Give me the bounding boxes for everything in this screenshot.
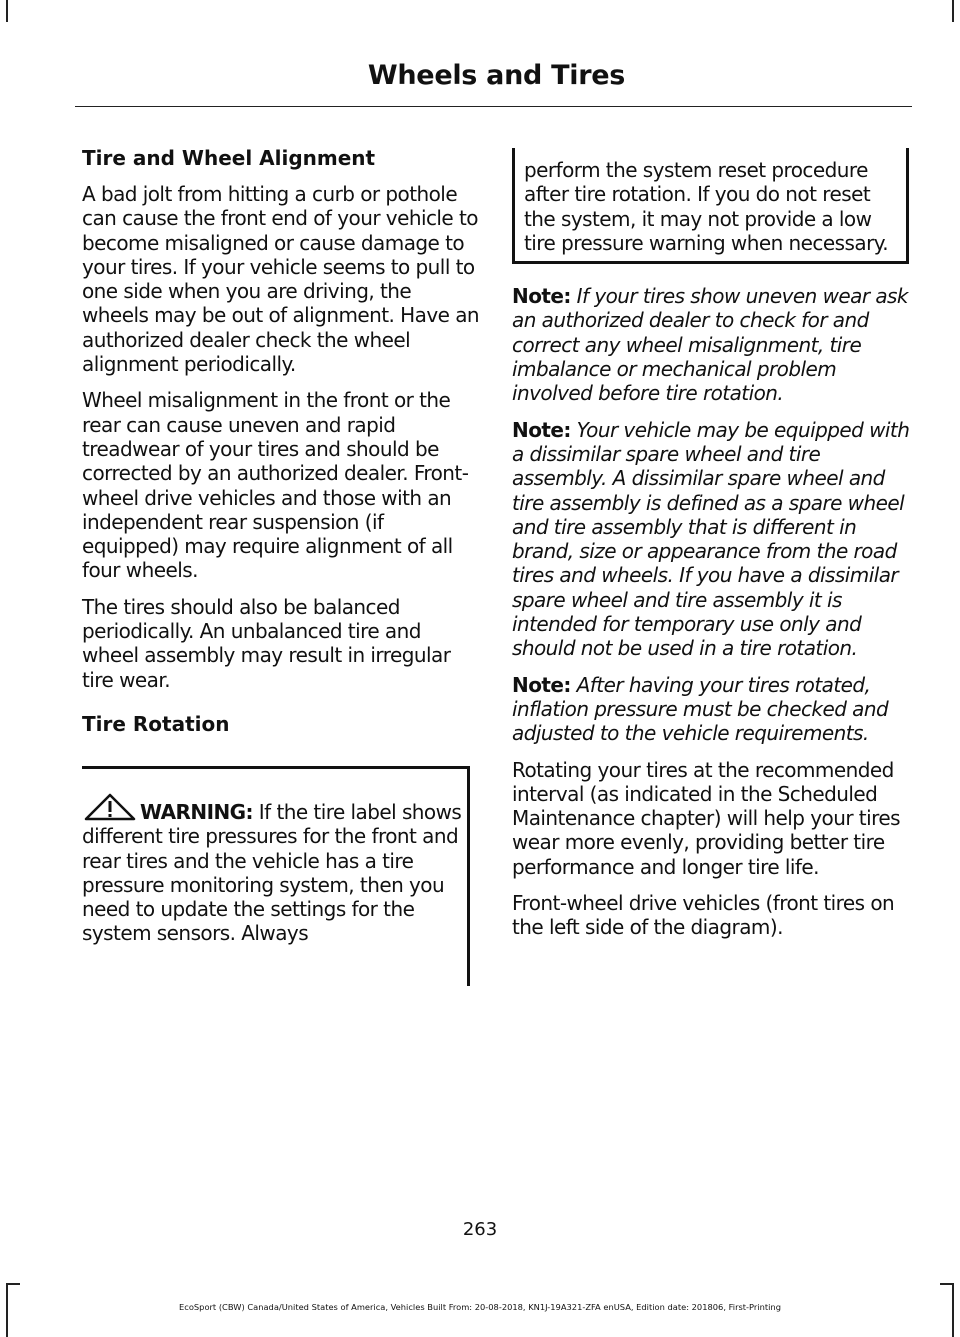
alignment-paragraph-3: The tires should also be balanced periodically. An unbalanced tire and wheel assembly may result in irregular tire wear. <box>82 594 451 692</box>
note-uneven-wear-text: If your tires show uneven wear ask an authorized dealer to check for and correct any wheel misalignment, tire imbalance or mechanical problem involved before tire rotation. <box>512 284 908 406</box>
header-rule <box>75 106 912 107</box>
warning-text: If the tire label shows different tire pressures for the front and rear tires and the vehicle has a tire pressure monitoring system, then you need to update the settings for the system sensors. Always <box>82 799 462 946</box>
warning-triangle-icon <box>84 793 136 821</box>
warning-continued-text: perform the system reset procedure after tire rotation. If you do not reset the system, it may not provide a low tire pressure warning when necessary. <box>524 158 888 255</box>
crop-mark-top-left <box>6 0 8 22</box>
page-number: 263 <box>462 1219 498 1240</box>
alignment-paragraph-1: A bad jolt from hitting a curb or pothole can cause the front end of your vehicle to become misaligned or cause damage to your tires. If your vehicle seems to pull to one side when you are driving, the wheels may be out of alignment. Have an authorized dealer check the wheel alignment periodically. <box>82 182 480 377</box>
page-footer: EcoSport (CBW) Canada/United States of America, Vehicles Built From: 20-08-2018, KN1J-19A321-ZFA enUSA, Edition date: 201806, First-Printing <box>179 1302 781 1312</box>
note-dissimilar-spare <box>512 418 912 661</box>
crop-mark-top-right <box>952 0 954 22</box>
note-label: Note: <box>512 672 571 697</box>
warning-label: WARNING: <box>140 799 253 824</box>
note-label: Note: <box>512 284 571 309</box>
right-column <box>512 152 912 952</box>
note-dissimilar-spare-text: Your vehicle may be equipped with a dissimilar spare wheel and tire assembly. A dissimilar spare wheel and tire assembly is defined as a spare wheel and tire assembly that is different in brand, size or appearance from the road tires and wheels. If you have a dissimilar spare wheel and tire assembly it is intended for temporary use only and should not be used in a tire rotation. <box>512 417 910 661</box>
warning-box <box>82 766 470 986</box>
warning-paragraph <box>82 793 467 946</box>
note-inflation-pressure-text: After having your tires rotated, inflation pressure must be checked and adjusted to the vehicle requirements. <box>512 672 889 746</box>
left-column <box>82 146 482 986</box>
page-header-title: Wheels and Tires <box>367 60 625 91</box>
note-inflation-pressure <box>512 673 912 746</box>
rotation-paragraph-2: Front-wheel drive vehicles (front tires on the left side of the diagram). <box>512 891 895 940</box>
section-heading-alignment: Tire and Wheel Alignment <box>82 146 376 170</box>
note-uneven-wear <box>512 284 912 405</box>
alignment-paragraph-2: Wheel misalignment in the front or the rear can cause uneven and rapid treadwear of your tires and should be corrected by an authorized dealer. Front-wheel drive vehicles and those with an independent rear suspension (if equipped) may require alignment of all four wheels. <box>82 388 469 583</box>
section-heading-rotation: Tire Rotation <box>82 711 230 736</box>
warning-box-continued <box>512 148 909 264</box>
crop-mark-bottom-right-h <box>940 1283 954 1285</box>
rotation-paragraph-1: Rotating your tires at the recommended interval (as indicated in the Scheduled Maintenance chapter) will help your tires wear more evenly, providing better tire performance and longer tire life. <box>512 757 900 879</box>
crop-mark-bottom-left-h <box>6 1283 20 1285</box>
note-label: Note: <box>512 417 571 442</box>
